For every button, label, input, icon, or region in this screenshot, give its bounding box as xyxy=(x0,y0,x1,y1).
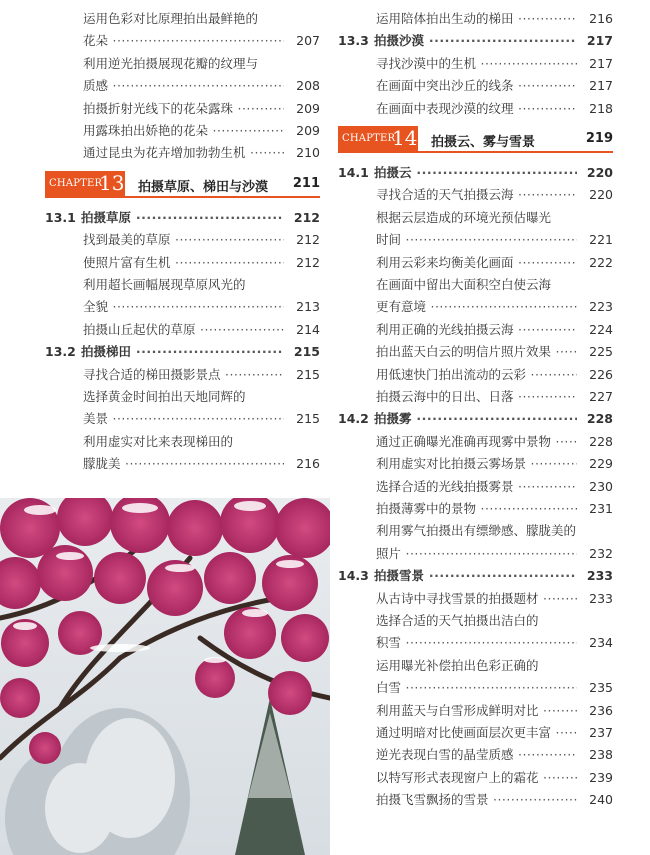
entry-title: 白雪 ····· xyxy=(376,680,577,696)
entry-page: 212 xyxy=(293,209,320,225)
entry-page: 227 xyxy=(589,389,613,404)
chapter-badge xyxy=(338,126,418,151)
entry-title: 选择合适的天气拍摄出洁白的 xyxy=(376,613,539,628)
toc-entry[interactable] xyxy=(338,431,613,453)
toc-entry[interactable] xyxy=(338,677,613,699)
entry-page: 222 xyxy=(589,254,613,270)
entry-title: 寻找合适的天气拍摄云海 ····· xyxy=(376,187,577,203)
entry-title: 照片 ····· xyxy=(376,546,577,562)
entry-title: 选择合适的光线拍摄雾景 ····· xyxy=(376,479,577,495)
chapter-label: CHAPTER xyxy=(342,133,396,144)
entry-page: 221 xyxy=(589,232,613,248)
toc-entry[interactable] xyxy=(338,296,613,318)
entry-title: 利用雾气拍摄出有缥缈感、朦胧美的 xyxy=(376,523,577,539)
entry-page: 212 xyxy=(296,232,320,248)
entry-page: 217 xyxy=(589,78,613,94)
entry-title: 拍摄折射光线下的花朵露珠 ····· xyxy=(83,101,284,117)
entry-page: 215 xyxy=(296,411,320,427)
toc-entry[interactable] xyxy=(338,744,613,766)
entry-page: 212 xyxy=(296,254,320,270)
toc-entry[interactable] xyxy=(338,8,613,30)
toc-entry[interactable] xyxy=(45,431,320,453)
toc-entry[interactable] xyxy=(338,520,613,542)
entry-title: 找到最美的草原 ····· xyxy=(83,232,284,248)
chapter-badge xyxy=(45,171,125,196)
entry-title: 全貌 ····· xyxy=(83,299,284,315)
entry-title: 使照片富有生机 ····· xyxy=(83,255,284,271)
toc-entry[interactable] xyxy=(338,252,613,274)
toc-entry[interactable] xyxy=(45,75,320,97)
toc-entry[interactable] xyxy=(338,767,613,789)
entry-page: 224 xyxy=(589,321,613,337)
toc-entry[interactable] xyxy=(338,75,613,97)
toc-entry[interactable] xyxy=(338,207,613,229)
toc-entry[interactable] xyxy=(338,364,613,386)
entry-title: 从古诗中寻找雪景的拍摄题材 ····· xyxy=(376,591,577,607)
toc-entry[interactable] xyxy=(338,610,613,632)
toc-entry[interactable] xyxy=(45,408,320,430)
entry-title: 拍摄云 ····· xyxy=(374,165,577,181)
toc-entry[interactable] xyxy=(45,274,320,296)
section-number: 14.1 xyxy=(338,165,369,180)
toc-section[interactable] xyxy=(338,408,613,430)
toc-entry[interactable] xyxy=(45,53,320,75)
entry-title: 拍摄梯田 ····· xyxy=(81,344,284,360)
entry-page: 226 xyxy=(589,366,613,382)
entry-title: 利用超长画幅展现草原风光的 xyxy=(83,277,246,292)
entry-page: 213 xyxy=(296,299,320,315)
entry-page: 240 xyxy=(589,792,613,808)
toc-entry[interactable] xyxy=(45,319,320,341)
entry-page: 231 xyxy=(589,501,613,516)
entry-page: 208 xyxy=(296,78,320,94)
entry-title: 拍摄云海中的日出、日落 ····· xyxy=(376,389,577,405)
entry-title: 积雪 ····· xyxy=(376,635,577,651)
toc-entry[interactable] xyxy=(338,655,613,677)
toc-section[interactable] xyxy=(45,341,320,363)
toc-entry[interactable] xyxy=(45,364,320,386)
chapter-number: 14 xyxy=(392,126,418,150)
toc-entry[interactable] xyxy=(338,453,613,475)
entry-page: 223 xyxy=(589,299,613,315)
entry-page: 207 xyxy=(296,33,320,49)
entry-title: 利用蓝天与白雪形成鲜明对比 ····· xyxy=(376,703,577,719)
entry-title: 拍摄山丘起伏的草原 ····· xyxy=(83,322,284,338)
toc-entry[interactable] xyxy=(338,498,613,520)
entry-page: 209 xyxy=(296,100,320,116)
entry-title: 拍出蓝天白云的明信片照片效果 ····· xyxy=(376,344,577,360)
entry-page: 215 xyxy=(293,344,320,360)
entry-title: 通过正确曝光准确再现雾中景物 ····· xyxy=(376,434,577,450)
toc-entry[interactable] xyxy=(45,252,320,274)
entry-title: 拍摄雾 ····· xyxy=(374,411,577,427)
entry-title: 在画面中留出大面积空白使云海 xyxy=(376,277,552,292)
entry-title: 利用虚实对比拍摄云雾场景 ····· xyxy=(376,456,577,472)
chapter-title: 拍摄草原、梯田与沙漠 xyxy=(138,179,269,195)
entry-page: 233 xyxy=(589,590,613,606)
entry-title: 用低速快门拍出流动的云彩 ····· xyxy=(376,367,577,383)
entry-page: 216 xyxy=(296,456,320,472)
section-number: 14.2 xyxy=(338,411,369,427)
chapter-heading xyxy=(338,126,613,153)
entry-page: 232 xyxy=(589,545,613,561)
entry-page: 237 xyxy=(589,725,613,740)
entry-title: 通过明暗对比使画面层次更丰富 ····· xyxy=(376,725,577,741)
entry-title: 寻找沙漠中的生机 ····· xyxy=(376,56,577,72)
entry-page: 225 xyxy=(589,344,613,360)
toc-entry[interactable] xyxy=(45,386,320,408)
entry-page: 216 xyxy=(589,11,613,26)
chapter-page: 211 xyxy=(292,175,320,191)
chapter-heading xyxy=(45,171,320,198)
toc-entry[interactable] xyxy=(338,229,613,251)
entry-page: 217 xyxy=(586,33,613,49)
entry-title: 拍摄草原 ····· xyxy=(81,210,284,226)
toc-section[interactable] xyxy=(338,565,613,587)
section-number: 13.2 xyxy=(45,344,76,360)
toc-entry[interactable] xyxy=(45,30,320,52)
entry-page: 229 xyxy=(589,456,613,472)
entry-title: 利用逆光拍摄展现花瓣的纹理与 xyxy=(83,55,259,71)
entry-title: 选择黄金时间拍出天地同辉的 xyxy=(83,389,246,404)
snowy-blossom-photo xyxy=(0,498,330,855)
toc-entry[interactable] xyxy=(45,120,320,142)
entry-title: 质感 ····· xyxy=(83,78,284,94)
toc-entry[interactable] xyxy=(338,588,613,610)
entry-title: 逆光表现白雪的晶莹质感 ····· xyxy=(376,747,577,763)
entry-title: 运用色彩对比原理拍出最鲜艳的 xyxy=(83,11,259,26)
toc-entry[interactable] xyxy=(338,341,613,363)
toc-section[interactable] xyxy=(45,207,320,229)
entry-title: 根据云层造成的环境光预估曝光 xyxy=(376,209,552,225)
chapter-page: 219 xyxy=(585,131,613,146)
entry-title: 更有意境 ····· xyxy=(376,299,577,315)
toc-entry[interactable] xyxy=(338,53,613,75)
entry-page: 215 xyxy=(296,366,320,382)
entry-page: 233 xyxy=(586,568,613,584)
entry-page: 228 xyxy=(589,433,613,449)
section-number: 14.3 xyxy=(338,568,369,584)
toc-entry[interactable] xyxy=(338,632,613,654)
entry-title: 拍摄雪景 ····· xyxy=(374,568,577,584)
entry-page: 228 xyxy=(586,411,613,427)
entry-page: 220 xyxy=(589,187,613,203)
entry-title: 利用虚实对比来表现梯田的 xyxy=(83,433,234,449)
entry-page: 235 xyxy=(589,680,613,696)
toc-entry[interactable] xyxy=(338,722,613,744)
entry-title: 美景 ····· xyxy=(83,411,284,427)
toc-entry[interactable] xyxy=(45,453,320,475)
toc-section[interactable] xyxy=(338,162,613,184)
toc-entry[interactable] xyxy=(45,8,320,30)
entry-title: 时间 ····· xyxy=(376,232,577,248)
toc-entry[interactable] xyxy=(338,274,613,296)
entry-title: 寻找合适的梯田摄影景点 ····· xyxy=(83,367,284,383)
entry-title: 用露珠拍出娇艳的花朵 ····· xyxy=(83,123,284,139)
entry-title: 拍摄沙漠 ····· xyxy=(374,33,577,49)
entry-title: 以特写形式表现窗户上的霜花 ····· xyxy=(376,770,577,786)
entry-title: 拍摄飞雪飘扬的雪景 ····· xyxy=(376,792,577,808)
toc-entry[interactable] xyxy=(338,184,613,206)
chapter-label: CHAPTER xyxy=(49,177,103,189)
entry-page: 217 xyxy=(589,55,613,71)
entry-page: 209 xyxy=(296,123,320,138)
entry-page: 218 xyxy=(589,100,613,116)
entry-title: 利用云彩来均衡美化画面 ····· xyxy=(376,255,577,271)
entry-title: 运用曝光补偿拍出色彩正确的 xyxy=(376,657,539,673)
entry-title: 通过昆虫为花卉增加勃勃生机 ····· xyxy=(83,145,284,161)
toc-entry[interactable] xyxy=(45,229,320,251)
chapter-number: 13 xyxy=(99,170,125,195)
toc-entry[interactable] xyxy=(338,98,613,120)
entry-title: 在画面中表现沙漠的纹理 ····· xyxy=(376,101,577,117)
entry-title: 在画面中突出沙丘的线条 ····· xyxy=(376,78,577,94)
toc-section[interactable] xyxy=(338,30,613,52)
entry-page: 230 xyxy=(589,478,613,494)
section-number: 13.3 xyxy=(338,33,369,49)
toc-entry[interactable] xyxy=(338,700,613,722)
entry-title: 运用陪体拍出生动的梯田 ····· xyxy=(376,11,577,27)
entry-page: 239 xyxy=(589,769,613,785)
toc-entry[interactable] xyxy=(338,476,613,498)
entry-page: 238 xyxy=(589,747,613,763)
entry-title: 拍摄薄雾中的景物 ····· xyxy=(376,501,577,517)
entry-title: 朦胧美 ····· xyxy=(83,456,284,472)
toc-entry[interactable] xyxy=(45,98,320,120)
entry-page: 210 xyxy=(296,145,320,161)
toc-entry[interactable] xyxy=(338,319,613,341)
entry-page: 214 xyxy=(296,321,320,337)
entry-page: 236 xyxy=(589,702,613,718)
entry-page: 234 xyxy=(589,635,613,651)
chapter-title: 拍摄云、雾与雪景 xyxy=(431,135,536,150)
toc-entry[interactable] xyxy=(338,543,613,565)
toc-entry[interactable] xyxy=(338,789,613,811)
entry-page: 220 xyxy=(586,165,613,180)
section-number: 13.1 xyxy=(45,209,76,225)
toc-entry[interactable] xyxy=(45,142,320,164)
toc-entry[interactable] xyxy=(338,386,613,408)
entry-title: 花朵 ····· xyxy=(83,33,284,49)
entry-title: 利用正确的光线拍摄云海 ····· xyxy=(376,322,577,338)
toc-entry[interactable] xyxy=(45,296,320,318)
